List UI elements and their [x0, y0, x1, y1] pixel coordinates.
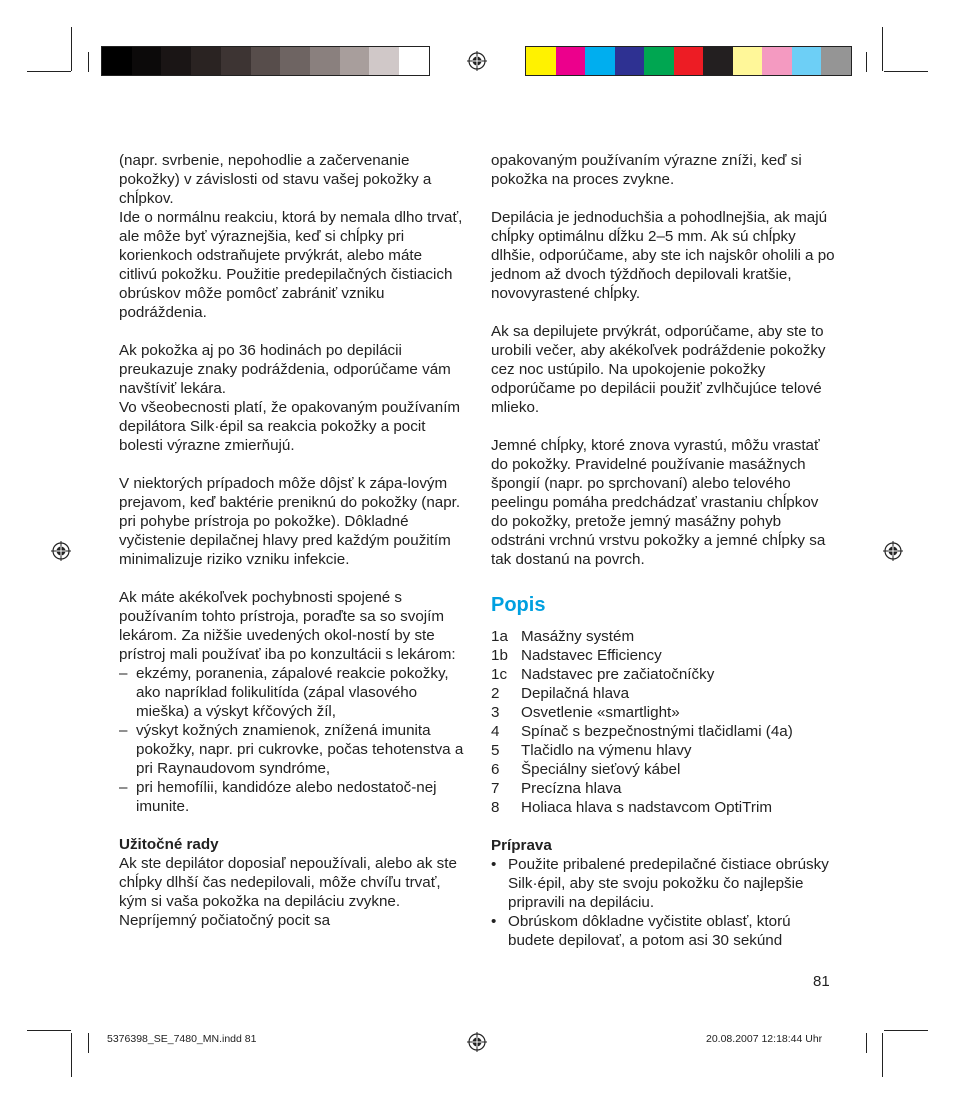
- gray-swatch: [369, 47, 399, 75]
- left-column: [119, 151, 464, 930]
- part-number: 1a: [491, 628, 508, 645]
- color-swatch: [703, 47, 733, 75]
- slug-datetime: 20.08.2007 12:18:44 Uhr: [706, 1033, 823, 1045]
- list-item-text: ekzémy, poranenia, zápalové reakcie pokožky, ako napríklad folikulitída (zápal vlasového mieška) a výskyt kŕčových žíl,: [136, 665, 449, 720]
- priprava-heading: Príprava: [491, 837, 552, 854]
- part-label: Holiaca hlava s nadstavcom OptiTrim: [521, 799, 772, 816]
- crop-mark-b-right: [866, 1033, 867, 1053]
- part-label: Tlačidlo na výmenu hlavy: [521, 742, 692, 759]
- part-number: 3: [491, 704, 500, 721]
- grayscale-calibration-bar: [101, 46, 430, 76]
- bullet-marker: •: [491, 913, 497, 930]
- gray-swatch: [310, 47, 340, 75]
- tips-heading: Užitočné rady: [119, 836, 219, 853]
- right-column: [491, 151, 836, 950]
- gray-swatch: [102, 47, 132, 75]
- part-label: Masážny systém: [521, 628, 635, 645]
- part-label: Nadstavec Efficiency: [521, 647, 662, 664]
- part-label: Spínač s bezpečnostnými tlačidlami (4a): [521, 723, 793, 740]
- popis-heading: Popis: [491, 594, 546, 616]
- gray-swatch: [132, 47, 162, 75]
- color-swatch: [674, 47, 704, 75]
- list-item: [119, 778, 464, 816]
- crop-mark-bl-h: [27, 1030, 71, 1031]
- gray-swatch: [399, 47, 429, 75]
- registration-mark-icon: [467, 1032, 487, 1052]
- paragraph: Ak máte akékoľvek pochybnosti spojené s používaním tohto prístroja, poraďte sa so svojím lekárom. Za nižšie uvedených okol-ností by ste prístroj mali používať iba po konzultácii s lekárom:: [119, 589, 456, 663]
- registration-mark-icon: [51, 541, 71, 561]
- crop-mark-t-right: [866, 52, 867, 72]
- list-item-text: pri hemofílii, kandidóze alebo nedostatoč-nej imunite.: [136, 779, 437, 815]
- part-label: Depilačná hlava: [521, 685, 630, 702]
- page-number: 81: [813, 973, 830, 990]
- paragraph: (napr. svrbenie, nepohodlie a začervenanie pokožky) v závislosti od stavu vašej pokožky a chĺpkov.: [119, 152, 432, 207]
- color-swatch: [585, 47, 615, 75]
- gray-swatch: [161, 47, 191, 75]
- color-swatch: [733, 47, 763, 75]
- part-label: Špeciálny sieťový kábel: [521, 761, 681, 778]
- part-number: 4: [491, 723, 500, 740]
- color-swatch: [762, 47, 792, 75]
- parts-list-item: [491, 684, 836, 703]
- parts-list-item: [491, 741, 836, 760]
- parts-list: [491, 627, 836, 817]
- gray-swatch: [191, 47, 221, 75]
- parts-list-item: [491, 627, 836, 646]
- part-number: 8: [491, 799, 500, 816]
- crop-mark-b-left: [88, 1033, 89, 1053]
- part-number: 7: [491, 780, 500, 797]
- parts-list-item: [491, 779, 836, 798]
- part-number: 1c: [491, 666, 508, 683]
- color-swatch: [821, 47, 851, 75]
- crop-mark-tr-v: [882, 27, 883, 71]
- part-label: Nadstavec pre začiatočníčky: [521, 666, 715, 683]
- parts-list-item: [491, 703, 836, 722]
- dash-marker: –: [119, 665, 128, 682]
- crop-mark-br-v: [882, 1033, 883, 1077]
- paragraph: Depilácia je jednoduchšia a pohodlnejšia, ak majú chĺpky optimálnu dĺžku 2–5 mm. Ak sú chĺpky dlhšie, odporúčame, aby ste ich najskôr oholili a po jednom až dvoch týždňoch depilovali kratšie, novovyrastené chĺpky.: [491, 209, 835, 302]
- part-label: Precízna hlava: [521, 780, 622, 797]
- paragraph: Ide o normálnu reakciu, ktorá by nemala dlho trvať, ale môže byť výraznejšia, keď si chĺpky pri korienkoch odstraňujete prvýkrát, alebo máte citlivú pokožku. Použitie predepilačných čistiacich obrúskov môže pomôcť zabrániť vzniku podráždenia.: [119, 209, 463, 321]
- list-item-text: Použite pribalené predepilačné čistiace obrúsky Silk·épil, aby ste svoju pokožku čo najlepšie pripravili na depiláciu.: [508, 856, 829, 911]
- crop-mark-tl-v: [71, 27, 72, 71]
- parts-list-item: [491, 760, 836, 779]
- parts-list-item: [491, 722, 836, 741]
- paragraph: Ak ste depilátor doposiaľ nepoužívali, alebo ak ste chĺpky dlhší čas nedepilovali, môže chvíľu trvať, kým si vaša pokožka na depiláciu zvykne. Nepríjemný počiatočný pocit sa: [119, 855, 457, 929]
- color-swatch: [526, 47, 556, 75]
- dash-marker: –: [119, 779, 128, 796]
- crop-mark-bl-v: [71, 1033, 72, 1077]
- paragraph: V niektorých prípadoch môže dôjsť k zápa-lovým prejavom, keď baktérie preniknú do pokožky (napr. pri pohybe prístroja po pokožke). Dôkladné vyčistenie depilačnej hlavy pred každým použitím minimalizuje riziko vzniku infekcie.: [119, 475, 461, 568]
- dash-marker: –: [119, 722, 128, 739]
- paragraph: Ak sa depilujete prvýkrát, odporúčame, aby ste to urobili večer, aby akékoľvek podráždenie pokožky cez noc ustúpilo. Na upokojenie pokožky odporúčame po depilácii použiť zvlhčujúce telové mlieko.: [491, 323, 826, 416]
- gray-swatch: [280, 47, 310, 75]
- paragraph: Vo všeobecnosti platí, že opakovaným používaním depilátora Silk·épil sa reakcia pokožky a pocit bolesti výrazne zmierňujú.: [119, 399, 461, 454]
- color-swatch: [556, 47, 586, 75]
- color-swatch: [615, 47, 645, 75]
- parts-list-item: [491, 665, 836, 684]
- registration-mark-icon: [467, 51, 487, 71]
- contraindication-list: [119, 664, 464, 816]
- list-item: [491, 855, 836, 912]
- color-swatch: [644, 47, 674, 75]
- part-number: 1b: [491, 647, 508, 664]
- gray-swatch: [251, 47, 281, 75]
- crop-mark-tl-h: [27, 71, 71, 72]
- parts-list-item: [491, 798, 836, 817]
- paragraph: Ak pokožka aj po 36 hodinách po depilácii preukazuje znaky podráždenia, odporúčame vám navštíviť lekára.: [119, 342, 451, 397]
- parts-list-item: [491, 646, 836, 665]
- crop-mark-t-left: [88, 52, 89, 72]
- part-number: 2: [491, 685, 500, 702]
- bullet-marker: •: [491, 856, 497, 873]
- preparation-list: [491, 855, 836, 950]
- part-label: Osvetlenie «smartlight»: [521, 704, 680, 721]
- paragraph: Jemné chĺpky, ktoré znova vyrastú, môžu vrastať do pokožky. Pravidelné používanie masážnych špongií (napr. po sprchovaní) alebo telového peelingu pomáha predchádzať vrastaniu chĺpkov do pokožky, pretože jemný masážny pohyb odstráni vrchnú vrstvu pokožky a jemné chĺpky sa tak dostanú na povrch.: [491, 437, 826, 568]
- list-item-text: výskyt kožných znamienok, znížená imunita pokožky, napr. pri cukrovke, počas tehotenstva a pri Raynaudovom syndróme,: [136, 722, 464, 777]
- color-calibration-bar: [525, 46, 852, 76]
- slug-file-info: 5376398_SE_7480_MN.indd 81: [107, 1033, 257, 1045]
- list-item: [119, 664, 464, 721]
- color-swatch: [792, 47, 822, 75]
- registration-mark-icon: [883, 541, 903, 561]
- crop-mark-tr-h: [884, 71, 928, 72]
- paragraph: opakovaným používaním výrazne zníži, keď si pokožka na proces zvykne.: [491, 152, 802, 188]
- gray-swatch: [221, 47, 251, 75]
- list-item: [491, 912, 836, 950]
- part-number: 6: [491, 761, 500, 778]
- part-number: 5: [491, 742, 500, 759]
- crop-mark-br-h: [884, 1030, 928, 1031]
- list-item: [119, 721, 464, 778]
- list-item-text: Obrúskom dôkladne vyčistite oblasť, ktorú budete depilovať, a potom asi 30 sekúnd: [508, 913, 791, 949]
- gray-swatch: [340, 47, 370, 75]
